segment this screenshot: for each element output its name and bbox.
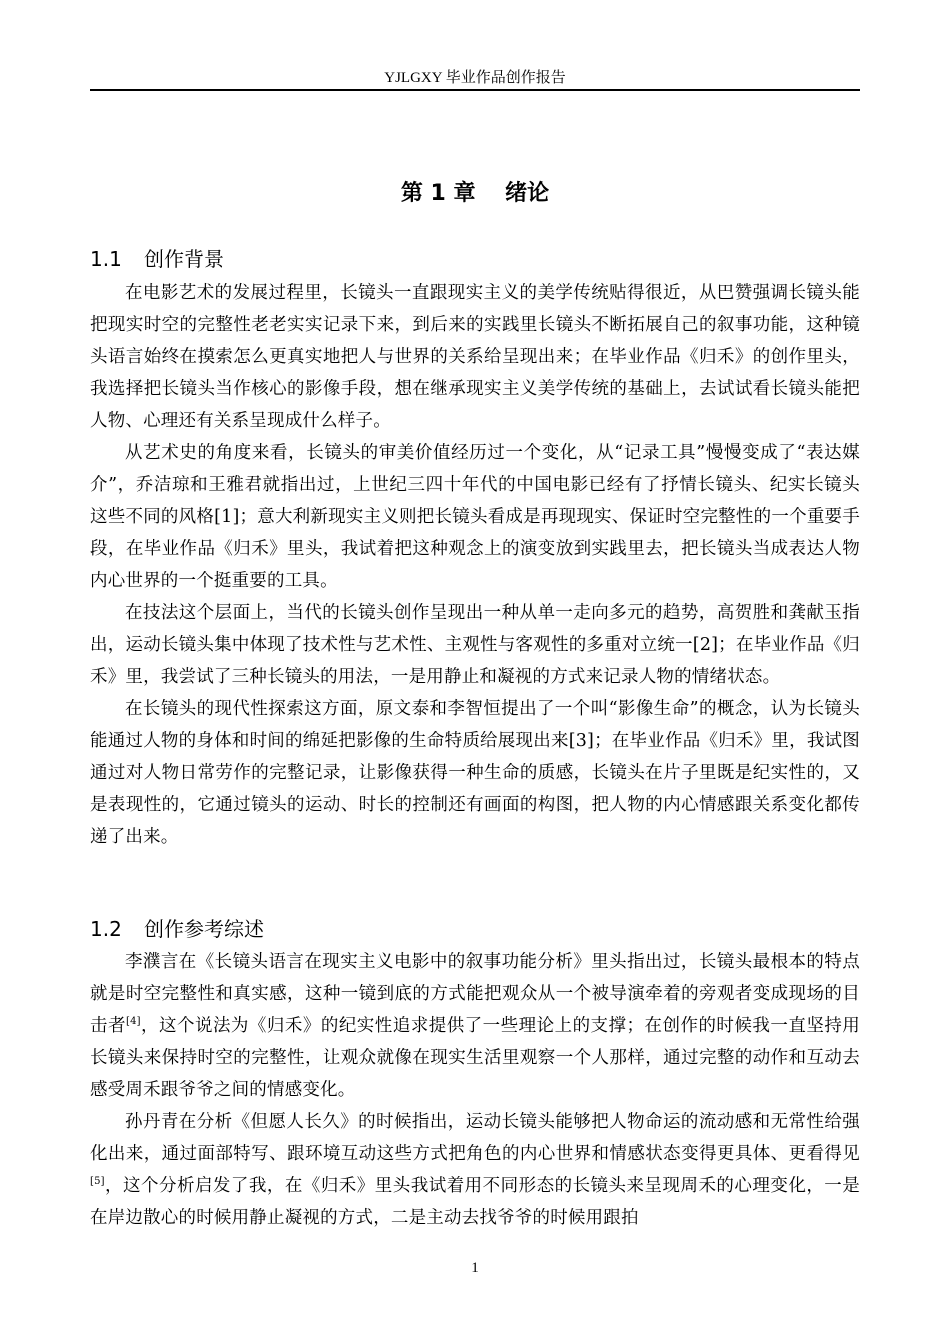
header-rule: [90, 89, 860, 91]
paragraph: 在技法这个层面上，当代的长镜头创作呈现出一种从单一走向多元的趋势，高贺胜和龚献玉指出，运动长镜头集中体现了技术性与艺术性、主观性与客观性的多重对立统一[2]；在毕业作品《归禾》里，我尝试了三种长镜头的用法，一是用静止和凝视的方式来记录人物的情绪状态。: [90, 603, 860, 687]
paragraph: [90, 946, 860, 1106]
paragraph: 从艺术史的角度来看，长镜头的审美价值经历过一个变化，从“记录工具”慢慢变成了“表达媒介”，乔洁琼和王雅君就指出过，上世纪三四十年代的中国电影已经有了抒情长镜头、纪实长镜头这些不同的风格[1]；意大利新现实主义则把长镜头看成是再现现实、保证时空完整性的一个重要手段，在毕业作品《归禾》里头，我试着把这种观念上的演变放到实践里去，把长镜头当成表达人物内心世界的一个挺重要的工具。: [90, 443, 860, 591]
section-title: 创作背景: [144, 247, 224, 271]
paragraph-text: 孙丹青在分析《但愿人长久》的时候指出，运动长镜头能够把人物命运的流动感和无常性给强化出来，通过面部特写、跟环境互动这些方式把角色的内心世界和情感状态变得更具体、更看得见: [90, 1112, 860, 1164]
paragraph-text: ，这个说法为《归禾》的纪实性追求提供了一些理论上的支撑；在创作的时候我一直坚持用长镜头来保持时空的完整性，让观众就像在现实生活里观察一个人那样，通过完整的动作和互动去感受周禾跟爷爷之间的情感变化。: [90, 1016, 860, 1100]
citation-ref: [4]: [125, 1016, 141, 1028]
section-title: 创作参考综述: [144, 917, 264, 941]
paragraph-text: ，这个分析启发了我，在《归禾》里头我试着用不同形态的长镜头来呈现周禾的心理变化，一是在岸边散心的时候用静止凝视的方式，二是主动去找爷爷的时候用跟拍: [90, 1176, 860, 1228]
chapter-title: 第 1 章 绪论: [400, 181, 550, 206]
paragraph: [90, 1106, 860, 1234]
paragraph-text: 李濮言在《长镜头语言在现实主义电影中的叙事功能分析》里头指出过，长镜头最根本的特点就是时空完整性和真实感，这种一镜到底的方式能把观众从一个被导演牵着的旁观者变成现场的目击者: [90, 952, 860, 1036]
section-heading-1-1: [90, 245, 860, 273]
page-number: 1: [471, 1260, 479, 1276]
section-number: 1.1: [90, 247, 122, 271]
paragraph: 在长镜头的现代性探索这方面，原文泰和李智恒提出了一个叫“影像生命”的概念，认为长镜头能通过人物的身体和时间的绵延把影像的生命特质给展现出来[3]；在毕业作品《归禾》里，我试图通过对人物日常劳作的完整记录，让影像获得一种生命的质感，长镜头在片子里既是纪实性的，又是表现性的，它通过镜头的运动、时长的控制还有画面的构图，把人物的内心情感跟关系变化都传递了出来。: [90, 699, 860, 847]
paragraph: 在电影艺术的发展过程里，长镜头一直跟现实主义的美学传统贴得很近，从巴赞强调长镜头能把现实时空的完整性老老实实记录下来，到后来的实践里长镜头不断拓展自己的叙事功能，这种镜头语言始终在摸索怎么更真实地把人与世界的关系给呈现出来；在毕业作品《归禾》的创作里头，我选择把长镜头当作核心的影像手段，想在继承现实主义美学传统的基础上，去试试看长镜头能把人物、心理还有关系呈现成什么样子。: [90, 283, 860, 431]
section-1-1-body: [90, 277, 860, 853]
section-number: 1.2: [90, 917, 122, 941]
section-heading-1-2: [90, 915, 860, 943]
section-1-2-body: [90, 946, 860, 1234]
citation-ref: [5]: [90, 1176, 105, 1188]
running-header: YJLGXY 毕业作品创作报告: [384, 70, 566, 86]
